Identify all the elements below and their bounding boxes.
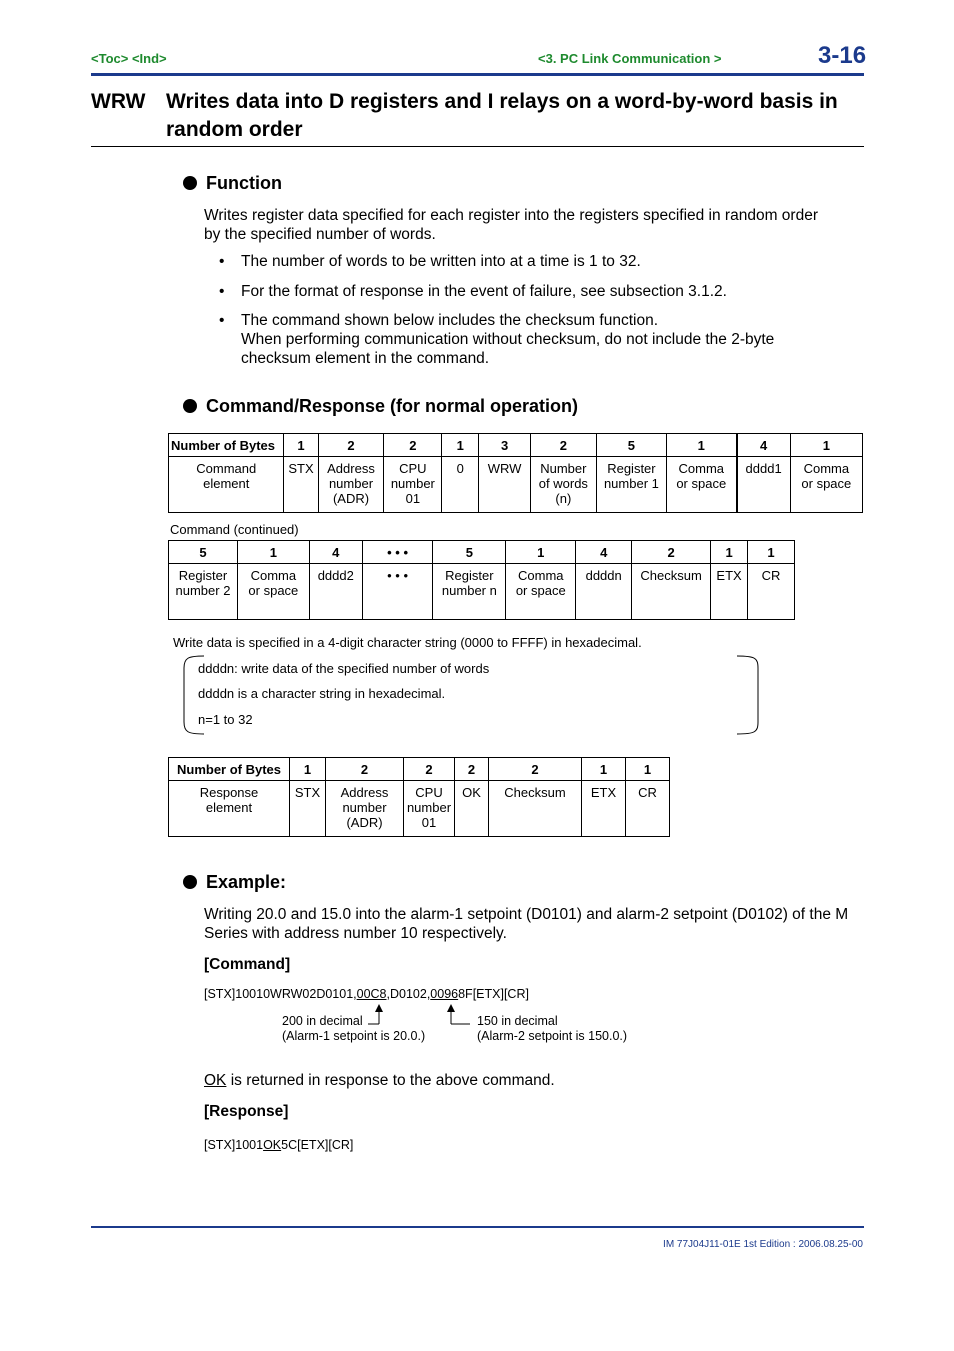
chapter-link[interactable]: <3. PC Link Communication > bbox=[538, 51, 722, 66]
response-subheading: [Response] bbox=[204, 1103, 289, 1120]
bracket-note-1: ddddn: write data of the specified number of words bbox=[198, 661, 490, 676]
title-line-1: Writes data into D registers and I relays on a word-by-word basis in bbox=[166, 90, 838, 113]
element-cell: Comma or space bbox=[506, 564, 576, 620]
bracket-note-2: ddddn is a character string in hexadecimal. bbox=[198, 686, 446, 701]
response-table bbox=[168, 757, 670, 837]
function-bullet-1: • The number of words to be written into at a time is 1 to 32. bbox=[219, 253, 641, 270]
element-cell: • • • bbox=[362, 564, 433, 620]
byte-count: 2 bbox=[530, 434, 596, 457]
ind-link[interactable]: <Ind> bbox=[131, 51, 167, 66]
byte-count: 2 bbox=[489, 758, 582, 781]
element-cell: Checksum bbox=[489, 781, 582, 837]
footer-rule bbox=[91, 1226, 864, 1228]
element-cell: CPU number 01 bbox=[384, 457, 442, 513]
element-cell: dddd2 bbox=[309, 564, 362, 620]
function-heading: Function bbox=[183, 173, 282, 194]
element-cell: Comma or space bbox=[237, 564, 309, 620]
byte-count: 1 bbox=[626, 758, 670, 781]
byte-count: • • • bbox=[362, 541, 433, 564]
continued-label: Command (continued) bbox=[170, 522, 299, 537]
annotation-2: 150 in decimal (Alarm-2 setpoint is 150.0.) bbox=[477, 1014, 628, 1043]
toc-link[interactable]: <Toc> bbox=[91, 51, 129, 66]
example-paragraph: Writing 20.0 and 15.0 into the alarm-1 setpoint (D0101) and alarm-2 setpoint (D0102) of the M Series with address number 10 respectively. bbox=[204, 906, 849, 942]
command-code: WRW bbox=[91, 90, 146, 113]
byte-count: 2 bbox=[326, 758, 404, 781]
byte-count: 1 bbox=[790, 434, 862, 457]
element-cell: ddddn bbox=[576, 564, 632, 620]
byte-count: 4 bbox=[576, 541, 632, 564]
byte-count: 1 bbox=[506, 541, 576, 564]
byte-count: 2 bbox=[632, 541, 711, 564]
byte-count: 2 bbox=[455, 758, 489, 781]
bytes-label: Number of Bytes bbox=[169, 434, 284, 457]
byte-count: 1 bbox=[442, 434, 479, 457]
element-cell: WRW bbox=[479, 457, 531, 513]
title-rule bbox=[91, 146, 864, 147]
example-heading: Example: bbox=[183, 872, 286, 893]
byte-count: 2 bbox=[384, 434, 442, 457]
footer-text: IM 77J04J11-01E 1st Edition : 2006.08.25-00 bbox=[663, 1239, 863, 1250]
byte-count: 1 bbox=[711, 541, 748, 564]
example-response-string: [STX]1001OK5C[ETX][CR] bbox=[204, 1138, 354, 1152]
element-cell: ETX bbox=[711, 564, 748, 620]
right-brace-icon bbox=[735, 654, 765, 736]
command-subheading: [Command] bbox=[204, 956, 291, 973]
bytes-label: Number of Bytes bbox=[169, 758, 290, 781]
write-data-note: Write data is specified in a 4-digit character string (0000 to FFFF) in hexadecimal. bbox=[173, 635, 642, 650]
element-cell: CPU number 01 bbox=[404, 781, 455, 837]
byte-count: 4 bbox=[309, 541, 362, 564]
bullet-dot-icon bbox=[183, 399, 197, 413]
byte-count: 2 bbox=[318, 434, 384, 457]
function-paragraph: Writes register data specified for each register into the registers specified in random order by the specified number of words. bbox=[204, 207, 818, 243]
byte-count: 1 bbox=[582, 758, 626, 781]
byte-count: 5 bbox=[169, 541, 238, 564]
element-cell: Register number 2 bbox=[169, 564, 238, 620]
element-cell: CR bbox=[748, 564, 795, 620]
function-bullet-2: • For the format of response in the event of failure, see subsection 3.1.2. bbox=[219, 283, 727, 300]
element-label: Command element bbox=[169, 457, 284, 513]
element-cell: Comma or space bbox=[790, 457, 862, 513]
byte-count: 1 bbox=[237, 541, 309, 564]
element-label: Response element bbox=[169, 781, 290, 837]
byte-count: 3 bbox=[479, 434, 531, 457]
element-cell: dddd1 bbox=[737, 457, 791, 513]
element-cell: Address number (ADR) bbox=[326, 781, 404, 837]
command-table bbox=[168, 433, 863, 513]
byte-count: 5 bbox=[596, 434, 666, 457]
byte-count: 1 bbox=[284, 434, 318, 457]
byte-count: 1 bbox=[290, 758, 326, 781]
page-number: 3-16 bbox=[818, 42, 867, 69]
byte-count: 4 bbox=[737, 434, 791, 457]
element-cell: 0 bbox=[442, 457, 479, 513]
annotation-1: 200 in decimal (Alarm-1 setpoint is 20.0.) bbox=[282, 1014, 426, 1043]
element-cell: ETX bbox=[582, 781, 626, 837]
byte-count: 5 bbox=[433, 541, 506, 564]
element-cell: Comma or space bbox=[666, 457, 736, 513]
page-title bbox=[166, 88, 838, 144]
cmdresp-heading: Command/Response (for normal operation) bbox=[183, 396, 578, 417]
bracket-note-3: n=1 to 32 bbox=[198, 712, 253, 727]
element-cell: Address number (ADR) bbox=[318, 457, 384, 513]
element-cell: Register number 1 bbox=[596, 457, 666, 513]
command-continued-table bbox=[168, 540, 795, 620]
element-cell: Checksum bbox=[632, 564, 711, 620]
element-cell: OK bbox=[455, 781, 489, 837]
byte-count: 1 bbox=[748, 541, 795, 564]
byte-count: 2 bbox=[404, 758, 455, 781]
element-cell: Number of words (n) bbox=[530, 457, 596, 513]
byte-count: 1 bbox=[666, 434, 736, 457]
header-rule bbox=[91, 73, 864, 76]
bullet-dot-icon bbox=[183, 875, 197, 889]
element-cell: CR bbox=[626, 781, 670, 837]
header-links bbox=[91, 51, 167, 66]
ok-sentence: OK is returned in response to the above command. bbox=[204, 1072, 555, 1089]
example-command-string: [STX]10010WRW02D0101,00C8,D0102,00968F[ETX][CR] bbox=[204, 987, 529, 1001]
element-cell: STX bbox=[290, 781, 326, 837]
title-line-2: random order bbox=[166, 118, 303, 141]
element-cell: STX bbox=[284, 457, 318, 513]
element-cell: Register number n bbox=[433, 564, 506, 620]
bullet-dot-icon bbox=[183, 176, 197, 190]
function-bullet-3: • The command shown below includes the checksum function. When performing communication without checksum, do not include the 2-byte checksum element in the command. bbox=[219, 312, 775, 367]
